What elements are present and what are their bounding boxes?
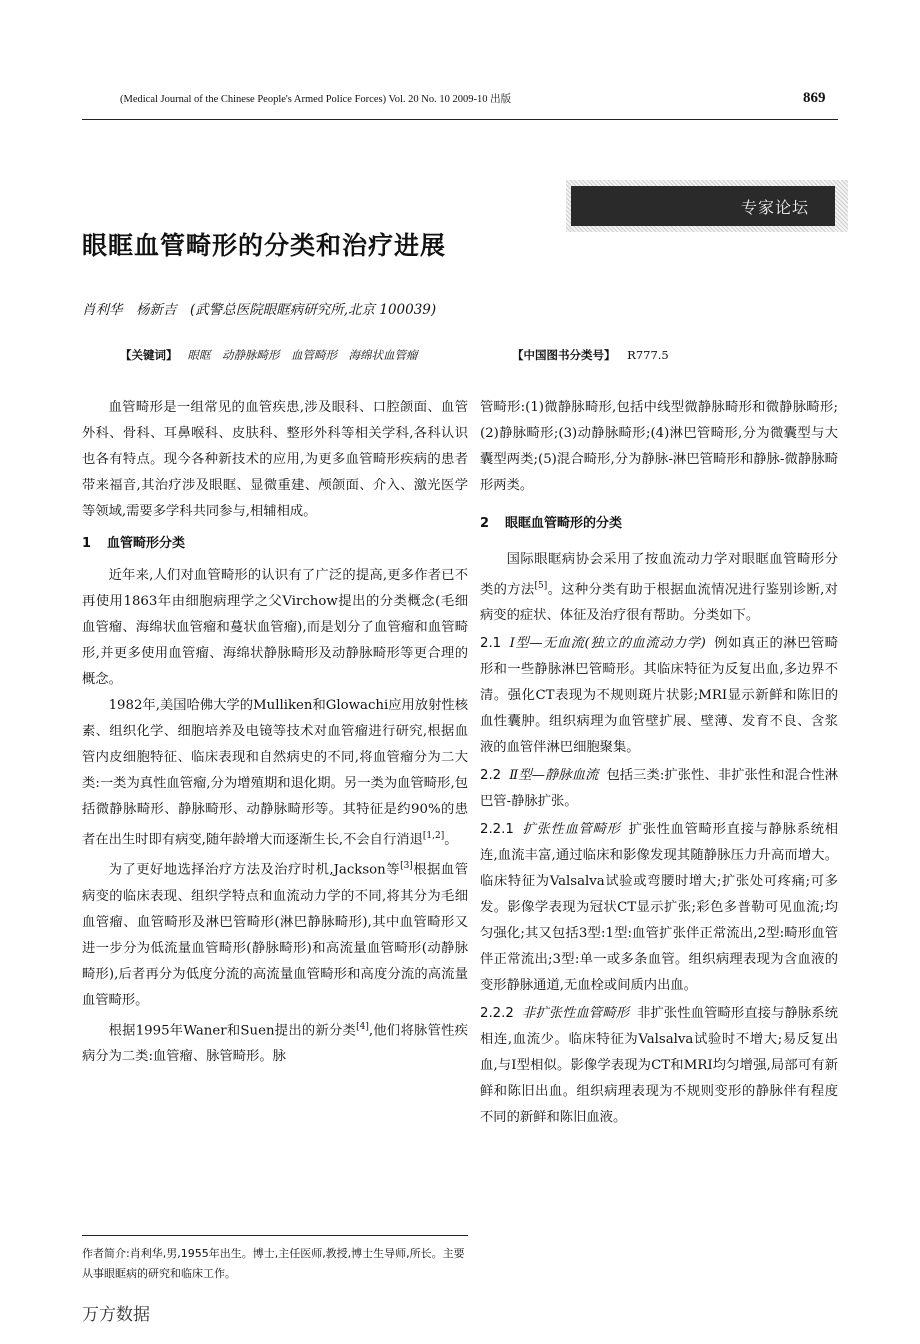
subsection-number: 2.2.2: [480, 1006, 514, 1022]
subsection-text: 非扩张性血管畸形直接与静脉系统相连,血流少。临床特征为Valsalva试验时不增大;易反复出血,与Ⅰ型相似。影像学表现为CT和MRI均匀增强,局部可有新鲜和陈旧出血。组织病理表现为不规则变形的静脉伴有程度不同的新鲜和陈旧血液。: [480, 1006, 839, 1126]
subsection-number: 2.2: [480, 768, 502, 784]
subsection-text: 扩张性血管畸形直接与静脉系统相连,血流丰富,通过临床和影像发现其随静脉压力升高而增大。临床特征为Valsalva试验或弯腰时增大;扩张处可疼痛;可多发。影像学表现为冠状CT显示扩张;彩色多普勒可见血流;均匀强化;其又包括3型:1型:血管扩张伴正常流出,2型:畸形血管伴正常流出;3型:单一或多条血管。组织病理表现为含血液的变形静脉通道,无血栓或间质内出血。: [480, 822, 839, 994]
classification-code: R777.5: [627, 348, 669, 362]
keywords-text: 眼眶 动静脉畸形 血管畸形 海绵状血管瘤: [187, 348, 418, 362]
classification-line: [512, 347, 669, 363]
author-footnote: 作者简介:肖利华,男,1955年出生。博士,主任医师,教授,博士生导师,所长。主要从事眼眶病的研究和临床工作。: [82, 1247, 465, 1280]
section-2-title: 眼眶血管畸形的分类: [505, 516, 623, 531]
paragraph: 近年来,人们对血管畸形的认识有了广泛的提高,更多作者已不再使用1863年由细胞病理学之父Virchow提出的分类概念(毛细血管瘤、海绵状血管瘤和蔓状血管瘤),而是划分了血管瘤和血管畸形,并更多使用血管瘤、海绵状静脉畸形及动静脉畸形等更合理的概念。: [82, 568, 468, 687]
paragraph-classification: [480, 547, 838, 629]
right-column: [480, 395, 838, 1131]
citation: [5]: [534, 581, 548, 591]
paragraph-text: 为了更好地选择治疗方法及治疗时机,Jackson等: [108, 862, 401, 878]
paragraph-text: 1982年,美国哈佛大学的Mulliken和Glowachi应用放射性核素、组织化学、细胞培养及电镜等技术对血管瘤进行研究,根据血管内皮细胞特征、临床表现和自然病史的不同,将血管瘤分为二大类:一类为真性血管瘤,分为增殖期和退化期。另一类为血管畸形,包括微静脉畸形、静脉畸形、动静脉畸形等。其特征是约90%的患者在出生时即有病变,随年龄增大而逐渐生长,不会自行消退: [82, 698, 468, 848]
section-2-number: 2: [480, 516, 490, 531]
paragraph-text: 国际眼眶病协会采用了按血流动力学对眼眶血管畸形分类的方法: [480, 552, 838, 598]
header-rule: [82, 119, 838, 120]
paragraph-mulliken: [82, 693, 468, 853]
left-column: [82, 395, 468, 1070]
citation: [1,2]: [422, 831, 445, 841]
section-1-title: 血管畸形分类: [107, 536, 186, 551]
article-title: 眼眶血管畸形的分类和治疗进展: [82, 231, 447, 260]
page-number: 869: [803, 90, 826, 106]
watermark: 万方数据: [82, 1305, 150, 1325]
subsection-number: 2.1: [480, 636, 502, 652]
citation: [4]: [356, 1021, 369, 1032]
paragraph-text: ,他们将脉管性疾病分为二类:血管瘤、脉管畸形。脉: [82, 1023, 468, 1065]
paragraph-jackson: [82, 853, 468, 1013]
paragraph-text: 根据1995年Waner和Suen提出的新分类: [108, 1023, 357, 1039]
article-authors: 肖利华 杨新吉 (武警总医院眼眶病研究所,北京 100039): [82, 302, 437, 318]
subsection-title: Ⅰ型—无血流(独立的血流动力学): [509, 636, 706, 652]
section-banner: 专家论坛: [571, 186, 835, 226]
subsection-title: 非扩张性血管畸形: [521, 1006, 630, 1022]
citation: [3]: [400, 861, 413, 872]
keywords-label: 【关键词】: [120, 348, 178, 362]
running-header: (Medical Journal of the Chinese People's Armed Police Forces) Vol. 20 No. 10 2009-10 出版: [120, 94, 512, 105]
subsection-2-2: [480, 763, 838, 815]
subsection-text: 例如真正的淋巴管畸形和一些静脉淋巴管畸形。其临床特征为反复出血,多边界不清。强化CT表现为不规则斑片状影;MRI显示新鲜和陈旧的血性囊肿。组织病理为血管壁扩展、壁薄、发育不良、含浆液的血管伴淋巴细胞聚集。: [480, 636, 838, 756]
subsection-2-2-2: [480, 1001, 838, 1131]
subsection-number: 2.2.1: [480, 822, 514, 838]
section-2-heading: [480, 511, 838, 537]
footnote-rule: [82, 1235, 468, 1236]
intro-paragraph: 血管畸形是一组常见的血管疾患,涉及眼科、口腔颌面、血管外科、骨科、耳鼻喉科、皮肤科、整形外科等相关学科,各科认识也各有特点。现今各种新技术的应用,为更多血管畸形疾病的患者带来福音,其治疗涉及眼眶、显微重建、颅颌面、介入、激光医学等领域,需要多学科共同参与,相辅相成。: [82, 400, 468, 519]
subsection-title: 扩张性血管畸形: [521, 822, 621, 838]
paragraph-waner: [82, 1014, 468, 1070]
keywords-line: [120, 347, 418, 363]
continued-paragraph: 管畸形:(1)微静脉畸形,包括中线型微静脉畸形和微静脉畸形;(2)静脉畸形;(3)动静脉畸形;(4)淋巴管畸形,分为微囊型与大囊型两类;(5)混合畸形,分为静脉-淋巴管畸形和静脉-微静脉畸形两类。: [480, 400, 838, 493]
subsection-text: 包括三类:扩张性、非扩张性和混合性淋巴管-静脉扩张。: [480, 768, 838, 810]
paragraph-end: 。: [444, 832, 458, 848]
paragraph-text: 。这种分类有助于根据血流情况进行鉴别诊断,对病变的症状、体征及治疗很有帮助。分类如下。: [480, 582, 838, 624]
subsection-2-1: [480, 631, 838, 761]
subsection-title: Ⅱ型—静脉血流: [509, 768, 599, 784]
paragraph-text: 根据血管病变的临床表现、组织学特点和血流动力学的不同,将其分为毛细血管瘤、血管畸形及淋巴管畸形(淋巴静脉畸形),其中血管畸形又进一步分为低流量血管畸形(静脉畸形)和高流量血管畸形(动静脉畸形),后者再分为低度分流的高流量血管畸形和高度分流的高流量血管畸形。: [82, 862, 469, 1008]
classification-label: 【中国图书分类号】: [512, 348, 616, 362]
section-1-heading: [82, 531, 468, 557]
section-1-number: 1: [82, 536, 92, 551]
subsection-2-2-1: [480, 817, 838, 999]
